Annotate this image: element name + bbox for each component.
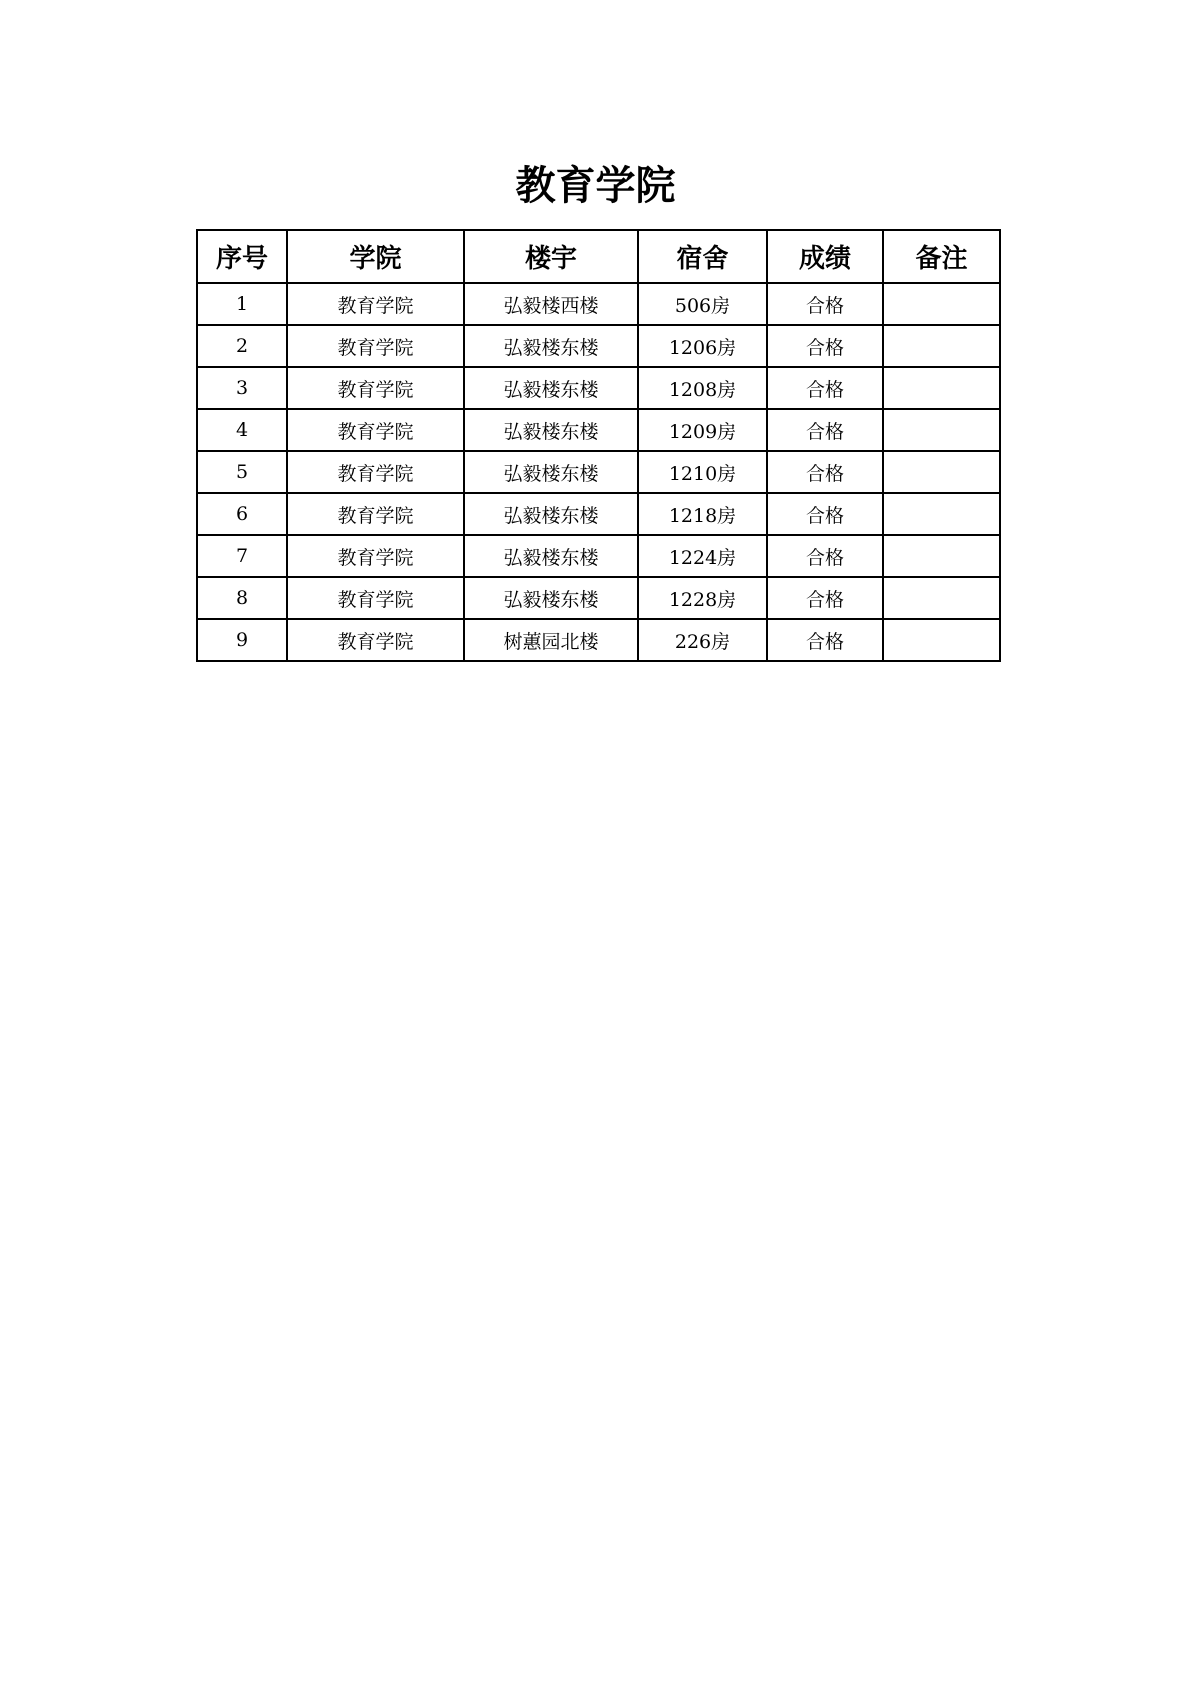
cell-building: 弘毅楼东楼 [464, 367, 638, 409]
cell-remarks [883, 619, 1000, 661]
cell-result: 合格 [767, 535, 883, 577]
cell-remarks [883, 451, 1000, 493]
table-row [197, 283, 1000, 325]
cell-remarks [883, 367, 1000, 409]
table-row [197, 535, 1000, 577]
cell-remarks [883, 493, 1000, 535]
cell-remarks [883, 409, 1000, 451]
cell-dorm: 1228房 [638, 577, 767, 619]
cell-result: 合格 [767, 367, 883, 409]
cell-result: 合格 [767, 493, 883, 535]
cell-dorm: 506房 [638, 283, 767, 325]
cell-remarks [883, 325, 1000, 367]
cell-index: 2 [197, 325, 287, 367]
cell-college: 教育学院 [287, 409, 464, 451]
cell-dorm: 226房 [638, 619, 767, 661]
cell-building: 弘毅楼西楼 [464, 283, 638, 325]
cell-college: 教育学院 [287, 283, 464, 325]
cell-index: 9 [197, 619, 287, 661]
cell-college: 教育学院 [287, 577, 464, 619]
cell-building: 树蕙园北楼 [464, 619, 638, 661]
table-row [197, 367, 1000, 409]
cell-index: 5 [197, 451, 287, 493]
header-index: 序号 [197, 230, 287, 283]
cell-college: 教育学院 [287, 367, 464, 409]
cell-building: 弘毅楼东楼 [464, 325, 638, 367]
cell-result: 合格 [767, 451, 883, 493]
cell-dorm: 1210房 [638, 451, 767, 493]
cell-index: 7 [197, 535, 287, 577]
cell-result: 合格 [767, 409, 883, 451]
table-row [197, 409, 1000, 451]
cell-college: 教育学院 [287, 535, 464, 577]
cell-dorm: 1218房 [638, 493, 767, 535]
cell-remarks [883, 283, 1000, 325]
header-dorm: 宿舍 [638, 230, 767, 283]
dormitory-table [196, 229, 1001, 662]
cell-index: 1 [197, 283, 287, 325]
cell-index: 4 [197, 409, 287, 451]
cell-college: 教育学院 [287, 325, 464, 367]
cell-college: 教育学院 [287, 451, 464, 493]
cell-index: 3 [197, 367, 287, 409]
cell-remarks [883, 535, 1000, 577]
cell-remarks [883, 577, 1000, 619]
cell-building: 弘毅楼东楼 [464, 409, 638, 451]
table-row [197, 325, 1000, 367]
cell-building: 弘毅楼东楼 [464, 493, 638, 535]
cell-result: 合格 [767, 283, 883, 325]
cell-building: 弘毅楼东楼 [464, 451, 638, 493]
cell-building: 弘毅楼东楼 [464, 577, 638, 619]
page-title: 教育学院 [515, 163, 676, 209]
header-remarks: 备注 [883, 230, 1000, 283]
cell-college: 教育学院 [287, 493, 464, 535]
header-result: 成绩 [767, 230, 883, 283]
cell-college: 教育学院 [287, 619, 464, 661]
cell-result: 合格 [767, 325, 883, 367]
table-row [197, 619, 1000, 661]
header-college: 学院 [287, 230, 464, 283]
table-row [197, 577, 1000, 619]
cell-index: 8 [197, 577, 287, 619]
cell-result: 合格 [767, 619, 883, 661]
cell-index: 6 [197, 493, 287, 535]
table-row [197, 493, 1000, 535]
cell-result: 合格 [767, 577, 883, 619]
cell-dorm: 1206房 [638, 325, 767, 367]
cell-dorm: 1224房 [638, 535, 767, 577]
table-row [197, 451, 1000, 493]
cell-building: 弘毅楼东楼 [464, 535, 638, 577]
cell-dorm: 1208房 [638, 367, 767, 409]
header-building: 楼宇 [464, 230, 638, 283]
cell-dorm: 1209房 [638, 409, 767, 451]
table-header-row [197, 230, 1000, 283]
